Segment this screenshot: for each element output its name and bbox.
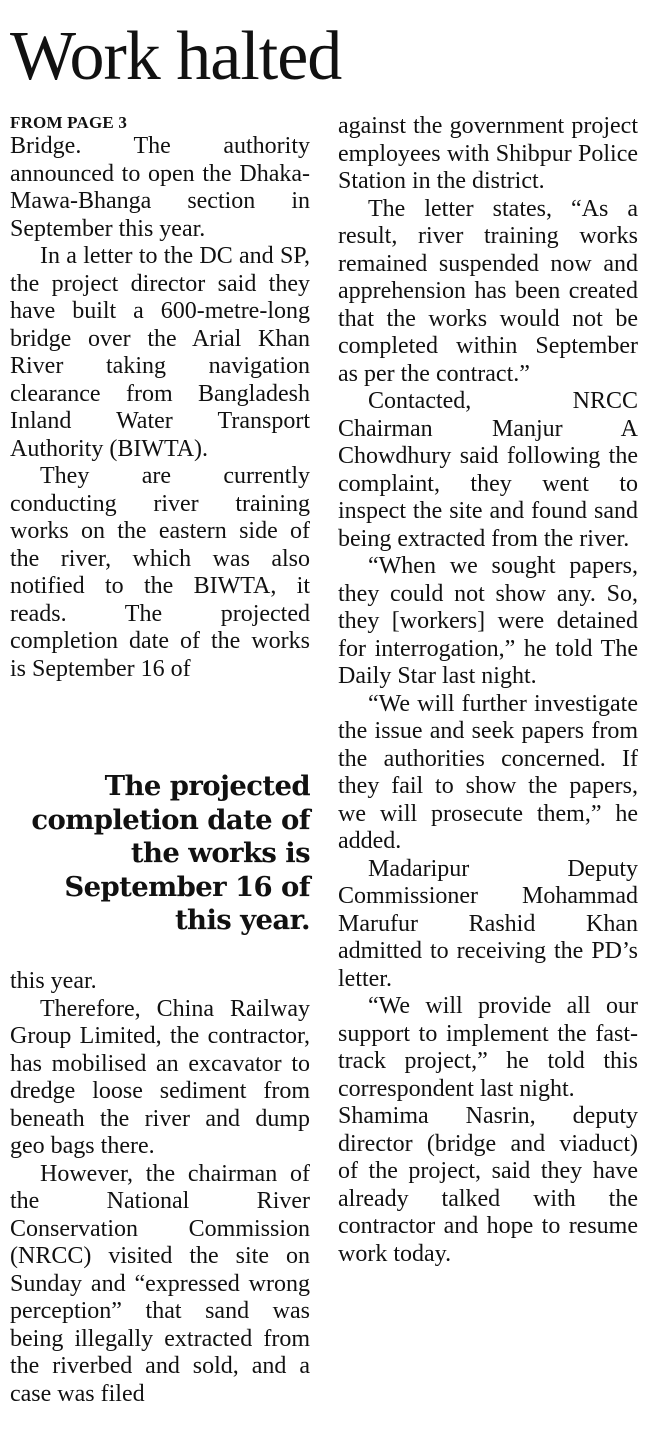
paragraph-continuation: this year.	[10, 968, 97, 994]
paragraph: “When we sought papers, they could not show any. So, they [workers] were detained for interrogation,” he told The Daily Star last night.	[338, 553, 638, 689]
left-column-top	[10, 112, 310, 683]
paragraph: Shamima Nasrin, deputy director (bridge and viaduct) of the project, said they have already talked with the contractor and hope to resume work today.	[338, 1103, 638, 1267]
paragraph: They are currently conducting river training works on the eastern side of the river, which was also notified to the BIWTA, it reads. The projected completion date of the works is September 16 of	[10, 463, 310, 682]
right-column	[338, 113, 638, 1268]
paragraph: “We will further investigate the issue and seek papers from the authorities concerned. If they fail to show the papers, we will prosecute them,” he added.	[338, 690, 638, 854]
paragraph-continuation: against the government project employees with Shibpur Police Station in the district.	[338, 113, 638, 194]
left-column-bottom	[10, 968, 310, 1408]
paragraph: “We will provide all our support to implement the fast-track project,” he told this correspondent last night.	[338, 993, 638, 1102]
pull-quote: The projected completion date of the works is September 16 of this year.	[31, 770, 310, 936]
paragraph: However, the chairman of the National River Conservation Commission (NRCC) visited the site on Sunday and “expressed wrong perception” that sand was being illegally extracted from the riverbed and sold, and a case was filed	[10, 1160, 310, 1407]
paragraph: In a letter to the DC and SP, the project director said they have built a 600-metre-long bridge over the Arial Khan River taking navigation clearance from Bangladesh Inland Water Transport Authority (BIWTA).	[10, 243, 310, 462]
paragraph: Contacted, NRCC Chairman Manjur A Chowdhury said following the complaint, they went to inspect the site and found sand being extracted from the river.	[338, 388, 638, 552]
paragraph: Bridge. The authority announced to open the Dhaka-Mawa-Bhanga section in September this year.	[10, 133, 310, 242]
paragraph: Therefore, China Railway Group Limited, the contractor, has mobilised an excavator to dredge loose sediment from beneath the river and dump geo bags there.	[10, 995, 310, 1159]
paragraph: The letter states, “As a result, river training works remained suspended now and apprehension has been created that the works would not be completed within September as per the contract.”	[338, 195, 638, 387]
kicker-from-page: FROM PAGE 3	[10, 113, 128, 132]
paragraph: Madaripur Deputy Commissioner Mohammad Marufur Rashid Khan admitted to receiving the PD’s letter.	[338, 855, 638, 992]
headline: Work halted	[10, 18, 342, 95]
